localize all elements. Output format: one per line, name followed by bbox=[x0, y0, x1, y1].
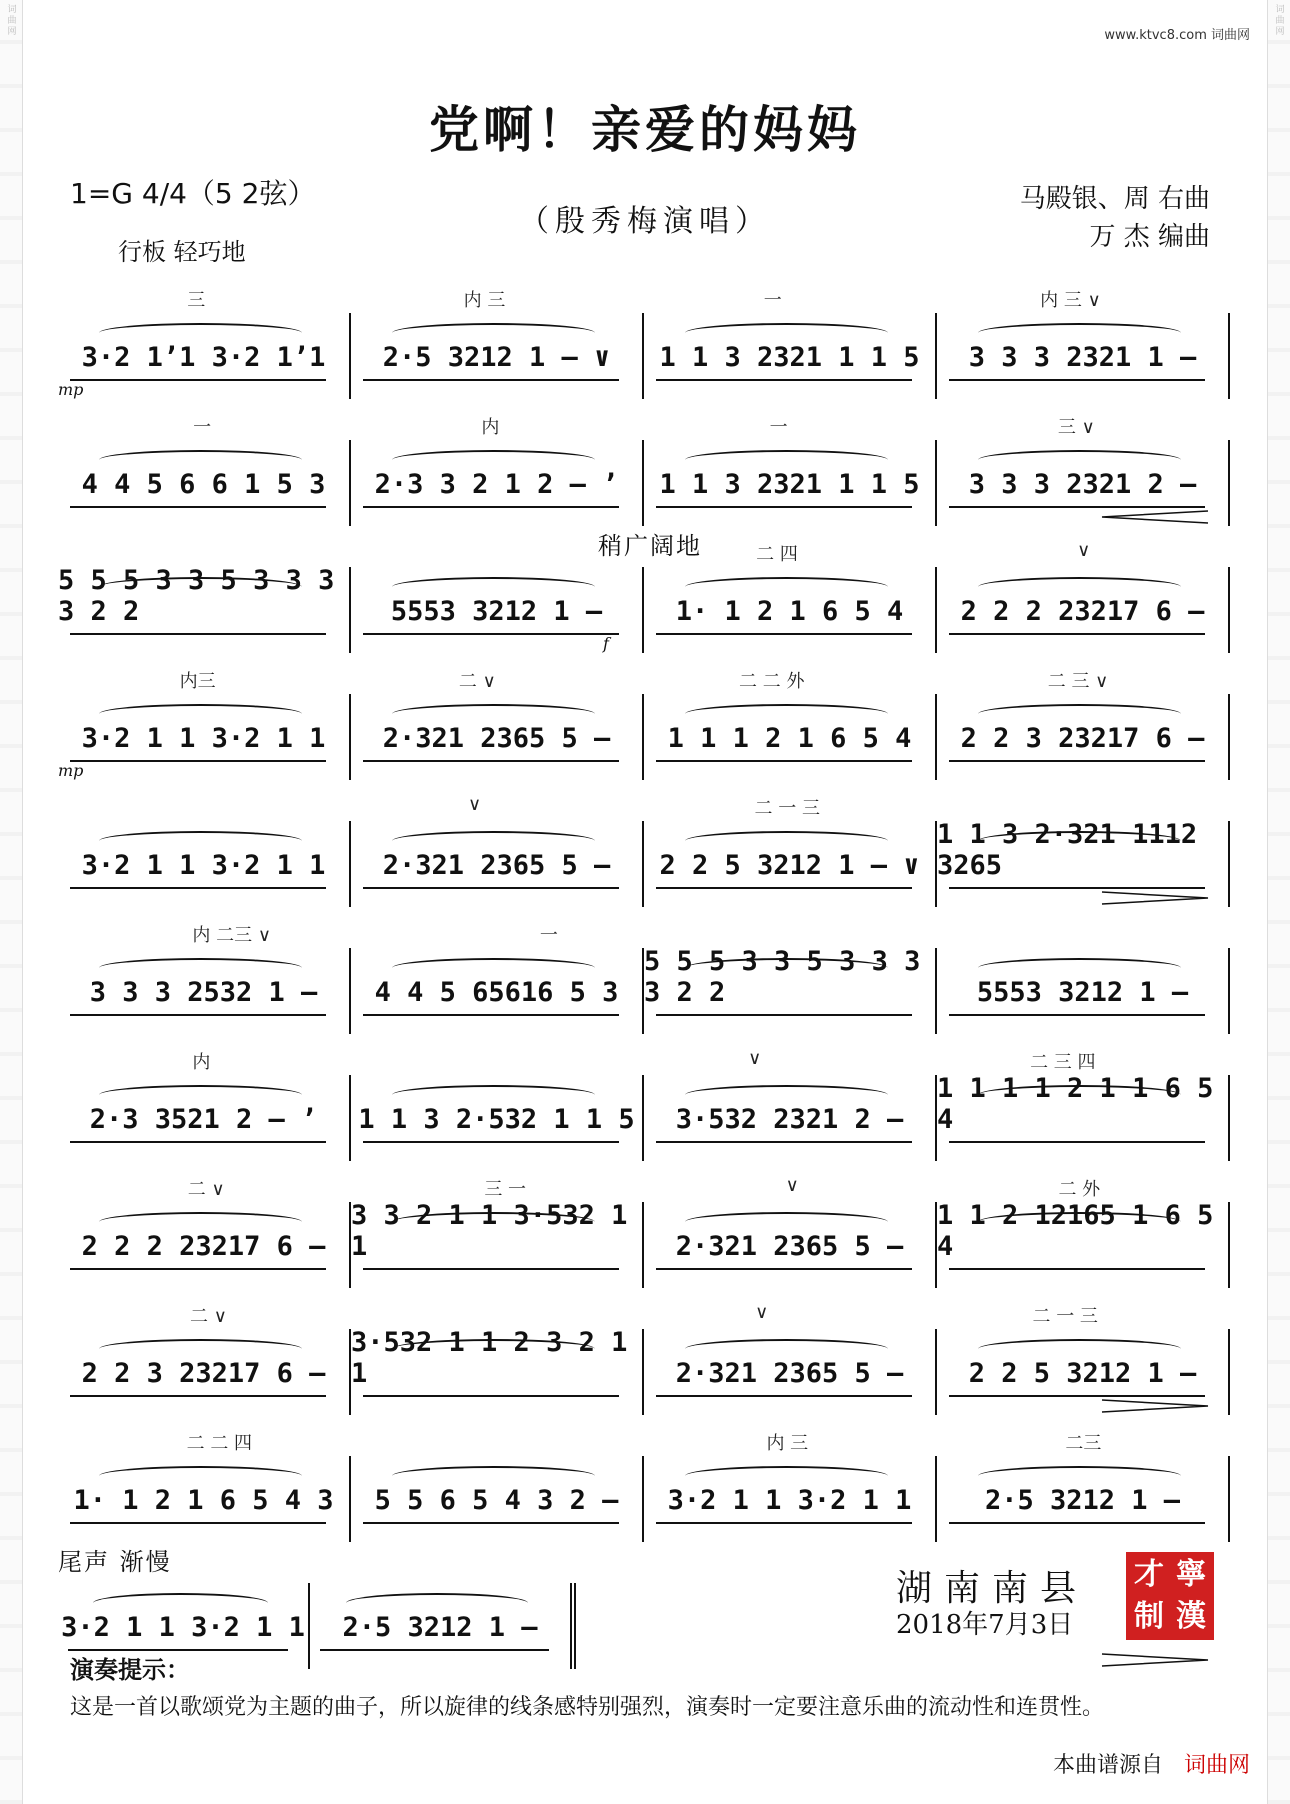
slur-mark bbox=[685, 450, 889, 470]
measure-notes: 1 1 3 2·532 1 1 5 bbox=[358, 1104, 635, 1135]
beam-underline bbox=[363, 506, 619, 508]
measure-notes: 2·5 3212 1 – bbox=[984, 1485, 1181, 1516]
measure-notes: 5 5 6 5 4 3 2 – bbox=[374, 1485, 619, 1516]
slur-mark bbox=[978, 450, 1182, 470]
seal-char: 才 bbox=[1134, 1557, 1164, 1592]
slur-mark bbox=[392, 831, 596, 851]
measure bbox=[58, 1075, 351, 1161]
measure bbox=[351, 1075, 644, 1161]
slur-mark bbox=[99, 1212, 303, 1232]
measure bbox=[644, 821, 937, 907]
hairpin-mark bbox=[1100, 891, 1210, 905]
beam-underline bbox=[363, 760, 619, 762]
beam-underline bbox=[656, 1014, 912, 1016]
beam-underline bbox=[363, 633, 619, 635]
slur-mark bbox=[978, 1466, 1182, 1486]
measure-notes: 3·2 1 1 3·2 1 1 bbox=[81, 723, 326, 754]
dynamic-marking: mp bbox=[58, 380, 84, 399]
place: 湖南南县 bbox=[896, 1568, 1089, 1609]
hint-title: 演奏提示： bbox=[70, 1656, 190, 1684]
fingering-mark: 二 四 bbox=[756, 544, 798, 565]
measure-notes: 2·5 3212 1 – ∨ bbox=[382, 342, 611, 373]
measure bbox=[351, 440, 644, 526]
fingering-mark: 内 三 bbox=[766, 1433, 809, 1454]
beam-underline bbox=[949, 633, 1205, 635]
score-row bbox=[58, 780, 1230, 907]
slur-mark bbox=[392, 450, 596, 470]
seal-char: 漢 bbox=[1176, 1599, 1206, 1634]
beam-underline bbox=[949, 1014, 1205, 1016]
beam-underline bbox=[363, 1395, 619, 1397]
measure-notes: 3·532 1 1 2 3 2 1 1 bbox=[351, 1327, 628, 1389]
slur-mark bbox=[99, 958, 303, 978]
measure bbox=[58, 821, 351, 907]
composer-line: 马殿银、周 右曲 bbox=[1019, 184, 1210, 214]
measure-notes: 1 1 1 1 2 1 1 6 5 4 bbox=[937, 1073, 1214, 1135]
fingering-mark: ∨ bbox=[467, 794, 482, 815]
slur-mark bbox=[685, 1212, 889, 1232]
measure-notes: 3 3 3 2321 2 – bbox=[968, 469, 1197, 500]
measure-notes: 5 5 5 3 3 5 3 3 3 3 2 2 bbox=[58, 565, 335, 627]
beam-underline bbox=[949, 1141, 1205, 1143]
fingering-mark: ∨ bbox=[755, 1302, 769, 1323]
measure-notes: 4 4 5 6 6 1 5 3 bbox=[81, 469, 326, 500]
slur-mark bbox=[99, 450, 303, 470]
measure bbox=[351, 948, 644, 1034]
measure-notes: 3 3 3 2532 1 – bbox=[89, 977, 318, 1008]
left-watermark-strip bbox=[0, 0, 23, 1804]
score-row bbox=[58, 1288, 1230, 1415]
seal-stamp bbox=[1126, 1552, 1214, 1640]
measure bbox=[644, 1329, 937, 1415]
measure-notes: 3·2 1 1 3·2 1 1 bbox=[667, 1485, 912, 1516]
slur-mark bbox=[685, 704, 889, 724]
beam-underline bbox=[656, 506, 912, 508]
measure bbox=[644, 1456, 937, 1542]
fingering-mark: 内 二三 ∨ bbox=[192, 925, 272, 946]
beam-underline bbox=[70, 1141, 326, 1143]
measure-notes: 1 1 3 2·321 1112 3265 bbox=[937, 819, 1198, 881]
fingering-mark: 三 一 bbox=[484, 1179, 527, 1200]
slur-mark bbox=[392, 1085, 596, 1105]
beam-underline bbox=[70, 760, 326, 762]
measure-notes: 2·3 3 2 1 2 – ʼ bbox=[374, 469, 619, 500]
fingering-mark: 内 三 ∨ bbox=[1040, 290, 1101, 311]
measure-notes: 5553 3212 1 – bbox=[390, 596, 603, 627]
fingering-mark: 二 ∨ bbox=[190, 1306, 227, 1327]
slur-mark bbox=[392, 577, 596, 597]
measure-notes: 2·3 3521 2 – ʼ bbox=[89, 1104, 318, 1135]
beam-underline bbox=[70, 633, 326, 635]
measure bbox=[58, 440, 351, 526]
hairpin-mark bbox=[1100, 1399, 1210, 1413]
source-credit bbox=[1053, 1748, 1250, 1779]
date: 2018年7月3日 bbox=[896, 1610, 1074, 1640]
fingering-mark: 一 bbox=[539, 925, 558, 946]
beam-underline bbox=[656, 887, 912, 889]
measure bbox=[937, 1456, 1230, 1542]
measure bbox=[351, 1456, 644, 1542]
beam-underline bbox=[363, 1014, 619, 1016]
source-brand-link[interactable]: 词曲网 bbox=[1183, 1753, 1250, 1778]
beam-underline bbox=[656, 1522, 912, 1524]
watermark-text: 词曲网 bbox=[1273, 4, 1284, 37]
slur-mark bbox=[392, 1466, 596, 1486]
measure-notes: 2·321 2365 5 – bbox=[675, 1358, 904, 1389]
measure bbox=[644, 1202, 937, 1288]
beam-underline bbox=[656, 760, 912, 762]
right-watermark-strip bbox=[1267, 0, 1290, 1804]
source-label: 本曲谱源自 bbox=[1052, 1753, 1163, 1778]
page-title: 党啊！亲爱的妈妈 bbox=[429, 100, 861, 159]
score-row bbox=[58, 526, 1230, 653]
slur-mark bbox=[392, 958, 596, 978]
beam-underline bbox=[363, 379, 619, 381]
measure bbox=[351, 1202, 644, 1288]
fingering-mark: ∨ bbox=[785, 1175, 799, 1196]
beam-underline bbox=[656, 633, 912, 635]
slur-mark bbox=[978, 1339, 1182, 1359]
slur-mark bbox=[392, 1339, 596, 1359]
slur-mark bbox=[685, 1085, 889, 1105]
fingering-mark: 内 bbox=[481, 417, 500, 438]
fingering-mark: 二 ∨ bbox=[187, 1179, 225, 1200]
measure bbox=[937, 1202, 1230, 1288]
slur-mark bbox=[99, 1085, 303, 1105]
beam-underline bbox=[363, 1141, 619, 1143]
measure bbox=[58, 694, 351, 780]
hairpin-mark bbox=[1100, 1653, 1210, 1667]
beam-underline bbox=[949, 506, 1205, 508]
score-row bbox=[58, 1161, 1230, 1288]
dynamic-marking: f bbox=[603, 634, 609, 653]
expression-label: 尾声 渐慢 bbox=[58, 1548, 172, 1576]
measure bbox=[310, 1583, 576, 1669]
measure-notes: 3·2 1ʼ1 3·2 1ʼ1 bbox=[81, 342, 326, 373]
measure bbox=[644, 313, 937, 399]
fingering-mark: 二 三 ∨ bbox=[1047, 671, 1109, 692]
beam-underline bbox=[70, 1522, 326, 1524]
expression-label: 稍广阔地 bbox=[598, 532, 702, 560]
measure bbox=[58, 948, 351, 1034]
fingering-mark: 二 一 三 bbox=[1032, 1306, 1098, 1327]
measure-notes: 2 2 3 23217 6 – bbox=[960, 723, 1205, 754]
measure bbox=[644, 1075, 937, 1161]
fingering-mark: 一 bbox=[763, 290, 782, 311]
measure bbox=[351, 313, 644, 399]
hint-text: 这是一首以歌颂党为主题的曲子，所以旋律的线条感特别强烈，演奏时一定要注意乐曲的流动性和连贯性。 bbox=[70, 1695, 1105, 1720]
beam-underline bbox=[70, 1395, 326, 1397]
measure-notes: 1 1 1 2 1 6 5 4 bbox=[667, 723, 912, 754]
beam-underline bbox=[949, 887, 1205, 889]
tempo-marking: 行板 轻巧地 bbox=[118, 238, 246, 266]
beam-underline bbox=[656, 1141, 912, 1143]
measure bbox=[937, 313, 1230, 399]
measure bbox=[644, 567, 937, 653]
score-row bbox=[58, 653, 1230, 780]
score bbox=[58, 272, 1230, 1669]
measure bbox=[351, 567, 644, 653]
slur-mark bbox=[99, 323, 303, 343]
slur-mark bbox=[392, 1212, 596, 1232]
measure bbox=[58, 567, 351, 653]
beam-underline bbox=[656, 1268, 912, 1270]
fingering-mark: 二 二 外 bbox=[739, 671, 805, 692]
key-signature: 1=G 4/4（5 2弦） bbox=[70, 177, 316, 210]
fingering-mark: 二 三 四 bbox=[1030, 1052, 1096, 1073]
slur-mark bbox=[346, 1593, 528, 1613]
composer-credit bbox=[1020, 180, 1210, 256]
measure-notes: 1· 1 2 1 6 5 4 3 bbox=[73, 1485, 334, 1516]
slur-mark bbox=[685, 1466, 889, 1486]
beam-underline bbox=[70, 379, 326, 381]
slur-mark bbox=[99, 1339, 303, 1359]
slur-mark bbox=[978, 958, 1182, 978]
fingering-mark: 三 bbox=[187, 290, 206, 311]
score-row bbox=[58, 399, 1230, 526]
slur-mark bbox=[392, 323, 596, 343]
measure-notes: 1 1 2 12165 1 6 5 4 bbox=[937, 1200, 1214, 1262]
beam-underline bbox=[949, 1522, 1205, 1524]
fingering-mark: 内 bbox=[192, 1052, 211, 1073]
slur-mark bbox=[93, 1593, 268, 1613]
fingering-mark: 内 三 bbox=[463, 290, 506, 311]
measure-notes: 5553 3212 1 – bbox=[976, 977, 1189, 1008]
fingering-mark: 二三 bbox=[1065, 1433, 1102, 1454]
measure bbox=[644, 694, 937, 780]
measure bbox=[937, 948, 1230, 1034]
singer-credit: （殷秀梅演唱） bbox=[519, 204, 771, 239]
measure bbox=[644, 948, 937, 1034]
slur-mark bbox=[392, 704, 596, 724]
measure-notes: 3·2 1 1 3·2 1 1 bbox=[61, 1612, 305, 1643]
slur-mark bbox=[685, 323, 889, 343]
measure-notes: 3 3 3 2321 1 – bbox=[968, 342, 1197, 373]
score-row bbox=[58, 1415, 1230, 1542]
slur-mark bbox=[685, 958, 889, 978]
measure-notes: 1· 1 2 1 6 5 4 bbox=[675, 596, 904, 627]
measure bbox=[351, 694, 644, 780]
measure-notes: 2·5 3212 1 – bbox=[342, 1612, 538, 1643]
beam-underline bbox=[363, 1268, 619, 1270]
beam-underline bbox=[656, 379, 912, 381]
score-row bbox=[58, 907, 1230, 1034]
measure bbox=[58, 1329, 351, 1415]
beam-underline bbox=[320, 1649, 549, 1651]
slur-mark bbox=[685, 1339, 889, 1359]
fingering-mark: 三 ∨ bbox=[1057, 417, 1095, 438]
measure bbox=[937, 567, 1230, 653]
beam-underline bbox=[949, 760, 1205, 762]
fingering-mark: 二 一 三 bbox=[754, 798, 820, 819]
beam-underline bbox=[70, 506, 326, 508]
measure bbox=[644, 440, 937, 526]
measure bbox=[58, 313, 351, 399]
fingering-mark: 内三 bbox=[179, 671, 216, 692]
slur-mark bbox=[99, 577, 303, 597]
measure-notes: 3 3 2 1 1 3·532 1 1 bbox=[351, 1200, 628, 1262]
slur-mark bbox=[978, 323, 1182, 343]
slur-mark bbox=[99, 1466, 303, 1486]
measure bbox=[58, 1202, 351, 1288]
slur-mark bbox=[685, 831, 889, 851]
measure-notes: 2·321 2365 5 – bbox=[675, 1231, 904, 1262]
seal-char: 寧 bbox=[1176, 1557, 1206, 1592]
slur-mark bbox=[978, 1212, 1182, 1232]
site-url: www.ktvc8.com 词曲网 bbox=[1104, 28, 1250, 43]
arranger-line: 万 杰 编曲 bbox=[1089, 222, 1210, 252]
slur-mark bbox=[99, 831, 303, 851]
measure-notes: 2 2 5 3212 1 – bbox=[968, 1358, 1197, 1389]
score-row bbox=[58, 272, 1230, 399]
measure-notes: 2 2 2 23217 6 – bbox=[960, 596, 1205, 627]
slur-mark bbox=[978, 831, 1182, 851]
measure-notes: 2 2 3 23217 6 – bbox=[81, 1358, 326, 1389]
slur-mark bbox=[99, 704, 303, 724]
measure-notes: 4 4 5 65616 5 3 bbox=[374, 977, 619, 1008]
measure-notes: 2 2 2 23217 6 – bbox=[81, 1231, 326, 1262]
measure-notes: 5 5 5 3 3 5 3 3 3 3 2 2 bbox=[644, 946, 921, 1008]
measure-notes: 3·532 2321 2 – bbox=[675, 1104, 904, 1135]
beam-underline bbox=[70, 1014, 326, 1016]
fingering-mark: 一 bbox=[193, 417, 212, 438]
measure-notes: 2 2 5 3212 1 – ∨ bbox=[659, 850, 920, 881]
slur-mark bbox=[978, 704, 1182, 724]
measure-notes: 1 1 3 2321 1 1 5 bbox=[659, 342, 920, 373]
fingering-mark: ∨ bbox=[1077, 540, 1091, 561]
measure bbox=[937, 694, 1230, 780]
dynamic-marking: mp bbox=[58, 761, 84, 780]
measure-notes: 2·321 2365 5 – bbox=[382, 850, 611, 881]
beam-underline bbox=[949, 379, 1205, 381]
beam-underline bbox=[70, 887, 326, 889]
beam-underline bbox=[70, 1268, 326, 1270]
slur-mark bbox=[685, 577, 889, 597]
measure-notes: 2·321 2365 5 – bbox=[382, 723, 611, 754]
fingering-mark: 二 外 bbox=[1058, 1179, 1101, 1200]
fingering-mark: 一 bbox=[769, 417, 788, 438]
measure-notes: 3·2 1 1 3·2 1 1 bbox=[81, 850, 326, 881]
slur-mark bbox=[978, 1085, 1182, 1105]
fingering-mark: 二 ∨ bbox=[458, 671, 496, 692]
beam-underline bbox=[363, 1522, 619, 1524]
measure bbox=[937, 1075, 1230, 1161]
slur-mark bbox=[978, 577, 1182, 597]
beam-underline bbox=[949, 1268, 1205, 1270]
fingering-mark: ∨ bbox=[748, 1048, 762, 1069]
measure bbox=[351, 821, 644, 907]
beam-underline bbox=[363, 887, 619, 889]
measure bbox=[351, 1329, 644, 1415]
measure-notes: 1 1 3 2321 1 1 5 bbox=[659, 469, 920, 500]
measure bbox=[58, 1456, 351, 1542]
watermark-text: 词曲网 bbox=[5, 4, 16, 37]
beam-underline bbox=[949, 1395, 1205, 1397]
score-row bbox=[58, 1034, 1230, 1161]
beam-underline bbox=[656, 1395, 912, 1397]
fingering-mark: 二 二 四 bbox=[186, 1433, 253, 1454]
hairpin-mark bbox=[1100, 510, 1210, 524]
seal-char: 制 bbox=[1134, 1599, 1164, 1634]
